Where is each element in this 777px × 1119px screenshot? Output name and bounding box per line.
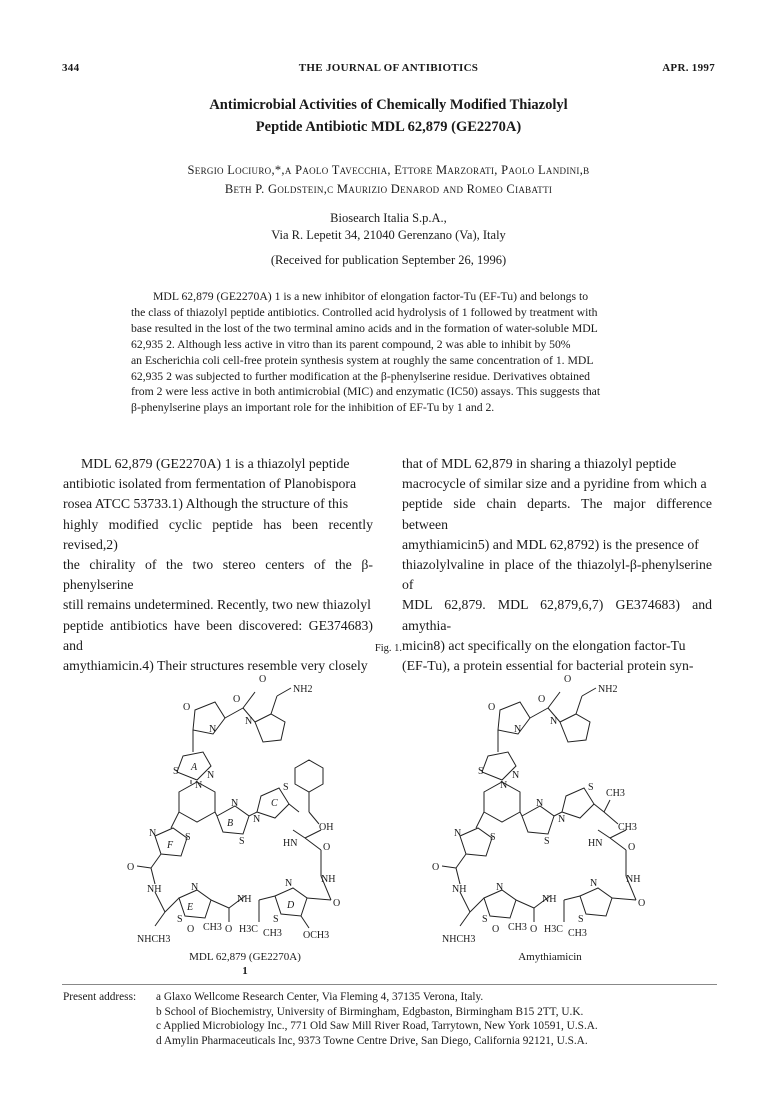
abstract-line: base resulted in the lost of the two terminal amino acids and in the formation of water-soluble MDL <box>131 321 598 335</box>
atom-label: O <box>564 674 572 685</box>
atom-label: N <box>590 878 598 889</box>
title-line-1: Antimicrobial Activities of Chemically Modified Thiazolyl <box>209 97 568 113</box>
atom-label: O <box>183 702 191 713</box>
body-line: MDL 62,879 (GE2270A) 1 is a thiazolyl peptide <box>81 456 350 471</box>
atom-label: S <box>173 766 179 777</box>
atom-label: N <box>536 798 544 809</box>
atom-label: N <box>500 780 508 791</box>
footnote-item: c Applied Microbiology Inc., 771 Old Saw Mill River Road, Tarrytown, New York 10591, U.S.A. <box>156 1020 598 1033</box>
atom-label: N <box>285 878 293 889</box>
ring-label: F <box>167 840 174 851</box>
structure-1-number: 1 <box>242 965 248 977</box>
atom-label: NHCH3 <box>442 934 476 945</box>
atom-label: NH <box>626 874 641 885</box>
atom-label: O <box>127 862 135 873</box>
body-line: still remains undetermined. Recently, two new thiazolyl <box>63 597 371 613</box>
body-line: amythiamicin5) and MDL 62,8792) is the presence of <box>402 536 699 552</box>
ring-label: A <box>191 762 198 773</box>
abstract-line: from 2 were less active in both antimicrobial (MIC) and enzymatic (IC50) assays. This suggests that <box>131 385 601 399</box>
affiliation-address: Via R. Lepetit 34, 21040 Gerenzano (Va), Italy <box>271 228 506 242</box>
atom-label: S <box>185 832 191 843</box>
body-line: the chirality of the two stereo centers of the β-phenylserine <box>63 557 373 593</box>
abstract-line: MDL 62,879 (GE2270A) 1 is a new inhibitor of elongation factor-Tu (EF-Tu) and belongs to <box>153 290 589 303</box>
affiliation-org: Biosearch Italia S.p.A., <box>330 211 447 225</box>
atom-label: N <box>514 724 522 735</box>
footnote-label: Present address: <box>63 991 137 1003</box>
atom-label: N <box>231 798 239 809</box>
body-line: amythiamicin.4) Their structures resemble very closely <box>63 658 368 674</box>
atom-label: N <box>550 716 558 727</box>
ring-label: B <box>227 818 234 829</box>
journal-name: THE JOURNAL OF ANTIBIOTICS <box>298 62 479 74</box>
atom-label: HN <box>588 838 603 849</box>
body-line: macrocycle of similar size and a pyridine from which a <box>402 476 707 492</box>
footnote-divider <box>62 984 717 985</box>
page-number: 344 <box>62 62 80 74</box>
atom-label: NH <box>542 894 557 905</box>
atom-label: S <box>283 782 289 793</box>
atom-label: NH <box>147 884 162 895</box>
abstract <box>131 289 645 416</box>
atom-label: H3C <box>544 924 563 935</box>
abstract-line: β-phenylserine plays an important role for the inhibition of EF-Tu by 1 and 2. <box>131 401 495 415</box>
body-line: (EF-Tu), a protein essential for bacterial protein syn- <box>402 658 694 674</box>
abstract-line: 62,935 2 was subjected to further modification at the β-phenylserine residue. Derivatives obtained <box>131 369 591 383</box>
body-line: that of MDL 62,879 in sharing a thiazolyl peptide <box>402 456 677 471</box>
atom-label: S <box>490 832 496 843</box>
atom-label: NH2 <box>293 684 313 695</box>
issue-date: APR. 1997 <box>662 62 715 74</box>
atom-label: NH <box>237 894 252 905</box>
atom-label: O <box>492 924 500 935</box>
atom-label: NH <box>321 874 336 885</box>
atom-label: N <box>253 814 261 825</box>
atom-label: N <box>496 882 504 893</box>
atom-label: O <box>323 842 331 853</box>
atom-label: S <box>482 914 488 925</box>
title-line-2: Peptide Antibiotic MDL 62,879 (GE2270A) <box>255 119 522 135</box>
atom-label: N <box>245 716 253 727</box>
atom-label: N <box>191 882 199 893</box>
atom-label: O <box>233 694 241 705</box>
atom-label: O <box>538 694 546 705</box>
structure-mdl-62879 <box>125 660 365 950</box>
atom-label: N <box>207 770 215 781</box>
footnote-item: d Amylin Pharmaceuticals Inc, 9373 Towne Centre Drive, San Diego, California 92121, U.S.A. <box>156 1034 588 1047</box>
footnote-item: a Glaxo Wellcome Research Center, Via Fleming 4, 37135 Verona, Italy. <box>156 991 484 1003</box>
received-date: (Received for publication September 26, 1996) <box>270 253 507 267</box>
authors-line-1: Sergio Lociuro,*,a Paolo Tavecchia, Ettore Marzorati, Paolo Landini,b <box>187 163 590 177</box>
atom-label: O <box>259 674 267 685</box>
atom-label: S <box>239 836 245 847</box>
atom-label: OCH3 <box>303 930 330 941</box>
atom-label: CH3 <box>568 928 587 939</box>
atom-label: N <box>149 828 157 839</box>
atom-label: NHCH3 <box>137 934 171 945</box>
body-line: MDL 62,879. MDL 62,879,6,7) GE374683) and amythia- <box>402 597 712 633</box>
atom-label: CH3 <box>203 922 222 933</box>
atom-label: N <box>512 770 520 781</box>
atom-label: N <box>209 724 217 735</box>
structure-1-name: MDL 62,879 (GE2270A) <box>189 951 301 963</box>
ring-label: D <box>287 900 295 911</box>
footnote-item: b School of Biochemistry, University of Birmingham, Edgbaston, Birmingham B15 2TT, U.K. <box>156 1005 584 1018</box>
body-line: micin8) act specifically on the elongation factor-Tu <box>402 637 686 653</box>
atom-label: NH <box>452 884 467 895</box>
atom-label: CH3 <box>263 928 282 939</box>
atom-label: HN <box>283 838 298 849</box>
atom-label: O <box>187 924 195 935</box>
authors-line-2: Beth P. Goldstein,c Maurizio Denarod and Romeo Ciabatti <box>224 182 553 196</box>
figure-caption: Fig. 1. <box>374 643 403 654</box>
body-line: peptide side chain departs. The major difference between <box>402 496 712 532</box>
atom-label: S <box>588 782 594 793</box>
body-line: antibiotic isolated from fermentation of Planobispora <box>63 476 357 492</box>
abstract-line: an Escherichia coli cell-free protein synthesis system at roughly the same concentration of 1. MDL <box>131 353 594 367</box>
atom-label: O <box>225 924 233 935</box>
abstract-line: 62,935 2. Although less active in vitro than its parent compound, 2 was able to inhibit by 50% <box>131 337 571 351</box>
ring-label: E <box>187 902 194 913</box>
atom-label: O <box>432 862 440 873</box>
atom-label: NH2 <box>598 684 618 695</box>
atom-label: CH3 <box>606 788 625 799</box>
ring-label: C <box>271 798 278 809</box>
atom-label: O <box>333 898 341 909</box>
atom-label: S <box>578 914 584 925</box>
abstract-line: the class of thiazolyl peptide antibiotics. Controlled acid hydrolysis of 1 followed by treatment with <box>131 305 598 319</box>
atom-label: S <box>544 836 550 847</box>
structure-amythiamicin <box>430 660 670 950</box>
atom-label: O <box>628 842 636 853</box>
body-line: rosea ATCC 53733.1) Although the structure of this <box>63 496 349 512</box>
atom-label: N <box>195 780 203 791</box>
atom-label: H3C <box>239 924 258 935</box>
structure-2-name: Amythiamicin <box>518 951 582 963</box>
atom-label: CH3 <box>508 922 527 933</box>
atom-label: S <box>273 914 279 925</box>
atom-label: S <box>177 914 183 925</box>
atom-label: OH <box>319 822 334 833</box>
atom-label: CH3 <box>618 822 637 833</box>
footnotes <box>63 990 598 1048</box>
body-line: peptide antibiotics have been discovered: GE374683) and <box>63 617 373 653</box>
atom-label: O <box>488 702 496 713</box>
atom-label: O <box>530 924 538 935</box>
body-line: thiazolylvaline in place of the thiazolyl-β-phenylserine of <box>402 557 712 593</box>
atom-label: N <box>558 814 566 825</box>
atom-label: O <box>638 898 646 909</box>
body-line: highly modified cyclic peptide has been recently revised,2) <box>63 516 373 552</box>
atom-label: N <box>454 828 462 839</box>
atom-label: S <box>478 766 484 777</box>
